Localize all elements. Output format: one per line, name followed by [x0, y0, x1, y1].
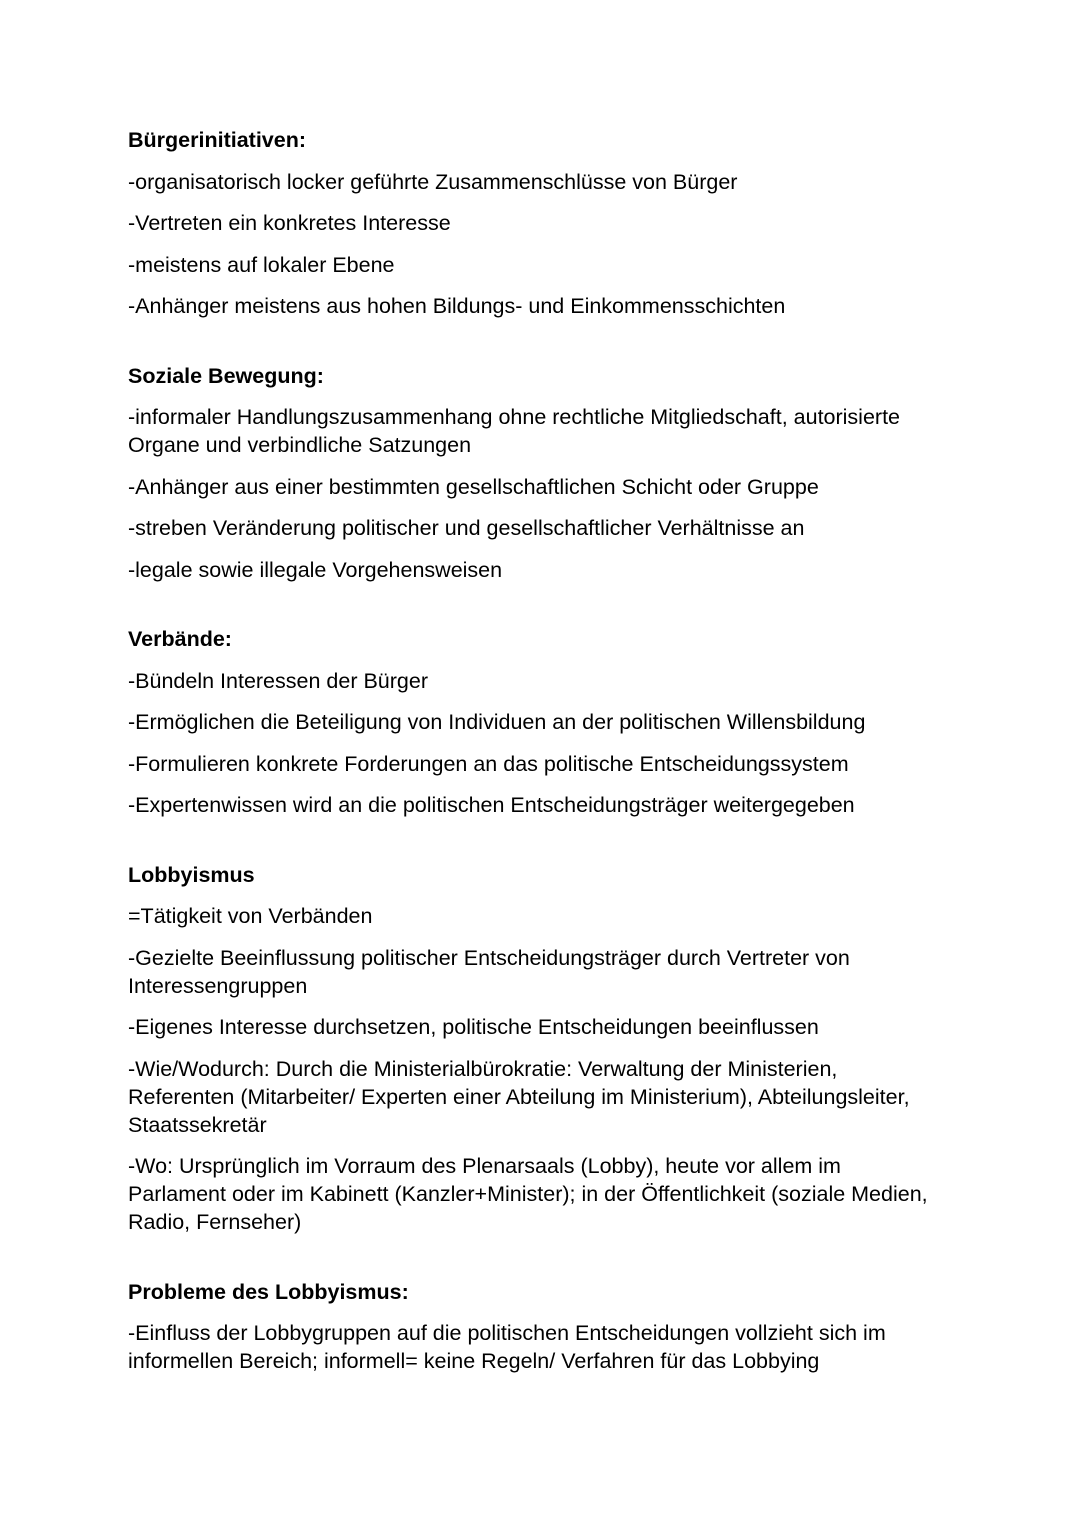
text-line: Radio, Fernseher) [128, 1210, 302, 1234]
text-line: -Eigenes Interesse durchsetzen, politische Entscheidungen beeinflussen [128, 1015, 819, 1039]
section-heading: Soziale Bewegung: [128, 363, 324, 388]
text-line: Organe und verbindliche Satzungen [128, 433, 472, 457]
bullet-paragraph [128, 708, 960, 736]
text-line: -Einfluss der Lobbygruppen auf die politischen Entscheidungen vollzieht sich im [128, 1321, 886, 1345]
text-line: =Tätigkeit von Verbänden [128, 904, 373, 928]
section-heading: Lobbyismus [128, 862, 255, 887]
bullet-paragraph [128, 791, 960, 819]
bullet-paragraph [128, 1013, 960, 1041]
bullet-paragraph [128, 514, 960, 542]
text-line: -meistens auf lokaler Ebene [128, 252, 395, 277]
section-2 [128, 362, 960, 584]
text-line: -Gezielte Beeinflussung politischer Entscheidungsträger durch Vertreter von [128, 945, 850, 970]
text-line: -Expertenwissen wird an die politischen Entscheidungsträger weitergegeben [128, 793, 855, 817]
text-line: -streben Veränderung politischer und gesellschaftlicher Verhältnisse an [128, 516, 805, 540]
bullet-paragraph [128, 292, 960, 320]
text-line: -legale sowie illegale Vorgehensweisen [128, 557, 503, 582]
section-4 [128, 861, 960, 1237]
bullet-paragraph [128, 902, 960, 930]
section-heading: Probleme des Lobbyismus: [128, 1279, 409, 1304]
text-line: Referenten (Mitarbeiter/ Experten einer Abteilung im Ministerium), Abteilungsleiter, [128, 1084, 910, 1109]
bullet-paragraph [128, 944, 960, 1000]
text-line: Interessengruppen [128, 973, 308, 998]
text-line: -Anhänger meistens aus hohen Bildungs- und Einkommensschichten [128, 294, 786, 318]
bullet-paragraph [128, 1319, 960, 1375]
text-line: informellen Bereich; informell= keine Regeln/ Verfahren für das Lobbying [128, 1349, 820, 1373]
section-5 [128, 1278, 960, 1376]
text-line: Parlament oder im Kabinett (Kanzler+Minister); in der Öffentlichkeit (soziale Medien, [128, 1182, 928, 1206]
section-heading: Bürgerinitiativen: [128, 128, 306, 152]
text-line: -Wo: Ursprünglich im Vorraum des Plenarsaals (Lobby), heute vor allem im [128, 1154, 841, 1178]
bullet-paragraph [128, 473, 960, 501]
text-line: -Anhänger aus einer bestimmten gesellschaftlichen Schicht oder Gruppe [128, 474, 819, 499]
text-line: Staatssekretär [128, 1112, 267, 1137]
bullet-paragraph [128, 403, 960, 459]
section-heading: Verbände: [128, 627, 232, 651]
text-line: -Bündeln Interessen der Bürger [128, 668, 428, 693]
bullet-paragraph [128, 1152, 960, 1236]
text-line: -Formulieren konkrete Forderungen an das politische Entscheidungssystem [128, 751, 849, 776]
text-line: -Vertreten ein konkretes Interesse [128, 211, 451, 235]
bullet-paragraph [128, 667, 960, 695]
bullet-paragraph [128, 1055, 960, 1139]
bullet-paragraph [128, 209, 960, 237]
text-line: -Wie/Wodurch: Durch die Ministerialbürokratie: Verwaltung der Ministerien, [128, 1056, 838, 1081]
text-line: -informaler Handlungszusammenhang ohne rechtliche Mitgliedschaft, autorisierte [128, 405, 901, 429]
bullet-paragraph [128, 168, 960, 196]
text-line: -Ermöglichen die Beteiligung von Individuen an der politischen Willensbildung [128, 710, 866, 734]
bullet-paragraph [128, 750, 960, 778]
bullet-paragraph [128, 556, 960, 584]
bullet-paragraph [128, 251, 960, 279]
section-3 [128, 625, 960, 819]
text-line: -organisatorisch locker geführte Zusammenschlüsse von Bürger [128, 169, 738, 194]
section-1 [128, 126, 960, 320]
